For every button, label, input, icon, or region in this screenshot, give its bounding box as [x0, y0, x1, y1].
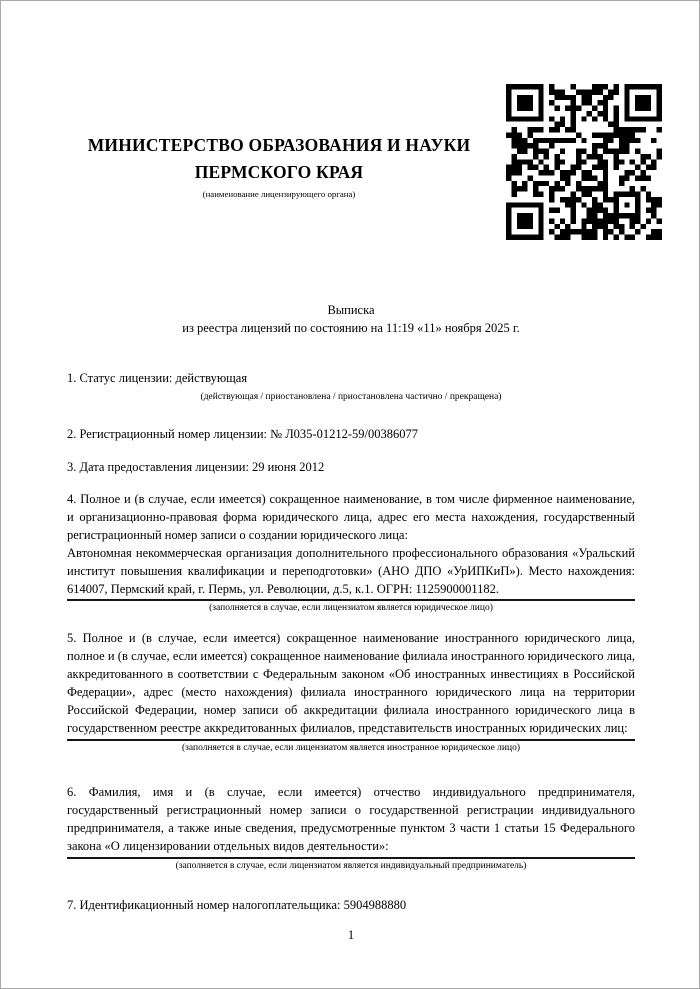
ministry-note: (наименование лицензирующего органа)	[202, 189, 356, 199]
qr-code-image	[506, 84, 662, 240]
legal-entity-details: Автономная некоммерческая организация дополнительного профессионального образования «Уральский институт повышения квалификации и переподготовки» (АНО ДПО «УрИПКиП»). Место нахождения: 614007, Пермский край, г. Пермь, ул. Революции, д.5, к.1. ОГРН: 1125900001182.	[67, 546, 635, 596]
individual-entrepreneur-section-heading: 6. Фамилия, имя и (в случае, если имеется) отчество индивидуального предпринимателя, государственный регистрационный номер записи о государственной регистрации индивидуального предпринимателя, а также иные сведения, предусмотренные пунктом 3 части 1 статьи 15 Федерального закона «О лицензировании отдельных видов деятельности»:	[67, 785, 635, 853]
document-title-line2: из реестра лицензий по состоянию на 11:19 «11» ноября 2025 г.	[182, 321, 520, 335]
taxpayer-id: 7. Идентификационный номер налогоплательщика: 5904988880	[67, 898, 407, 912]
ministry-name-line1: МИНИСТЕРСТВО ОБРАЗОВАНИЯ И НАУКИ	[87, 135, 471, 155]
qr-code	[506, 84, 662, 240]
individual-entrepreneur-fill-note: (заполняется в случае, если лицензиатом является индивидуальный предприниматель)	[67, 857, 635, 872]
license-grant-date: 3. Дата предоставления лицензии: 29 июня 2012	[67, 460, 325, 474]
license-status: 1. Статус лицензии: действующая	[67, 371, 248, 385]
document-body	[67, 369, 635, 914]
registration-number: 2. Регистрационный номер лицензии: № Л035-01212-59/00386077	[67, 427, 418, 441]
legal-entity-fill-note: (заполняется в случае, если лицензиатом является юридическое лицо)	[67, 599, 635, 614]
foreign-entity-section-heading: 5. Полное и (в случае, если имеется) сокращенное наименование иностранного юридического лица, полное и (в случае, если имеется) сокращенное наименование филиала иностранного юридического лица, аккредитованного в соответствии с Федеральным законом «Об иностранных инвестициях в Российской Федерации», адрес (место нахождения) филиала иностранного юридического лица на территории Российской Федерации, номер записи об аккредитации филиала иностранного юридического лица в государственном реестре аккредитованных филиалов, представительств иностранных юридических лиц:	[67, 631, 635, 735]
ministry-name-line2: ПЕРМСКОГО КРАЯ	[194, 162, 364, 182]
page-number: 1	[347, 928, 355, 942]
license-status-options-note: (действующая / приостановлена / приостановлена частично / прекращена)	[200, 392, 502, 402]
foreign-entity-fill-note: (заполняется в случае, если лицензиатом является иностранное юридическое лицо)	[67, 739, 635, 754]
licensing-authority-header	[67, 132, 491, 200]
document-title	[67, 301, 635, 337]
document-title-line1: Выписка	[327, 303, 375, 317]
legal-entity-section-heading: 4. Полное и (в случае, если имеется) сокращенное наименование, в том числе фирменное наименование, и организационно-правовая форма юридического лица, адрес его места нахождения, государственный регистрационный номер записи о создании юридического лица:	[67, 492, 635, 542]
